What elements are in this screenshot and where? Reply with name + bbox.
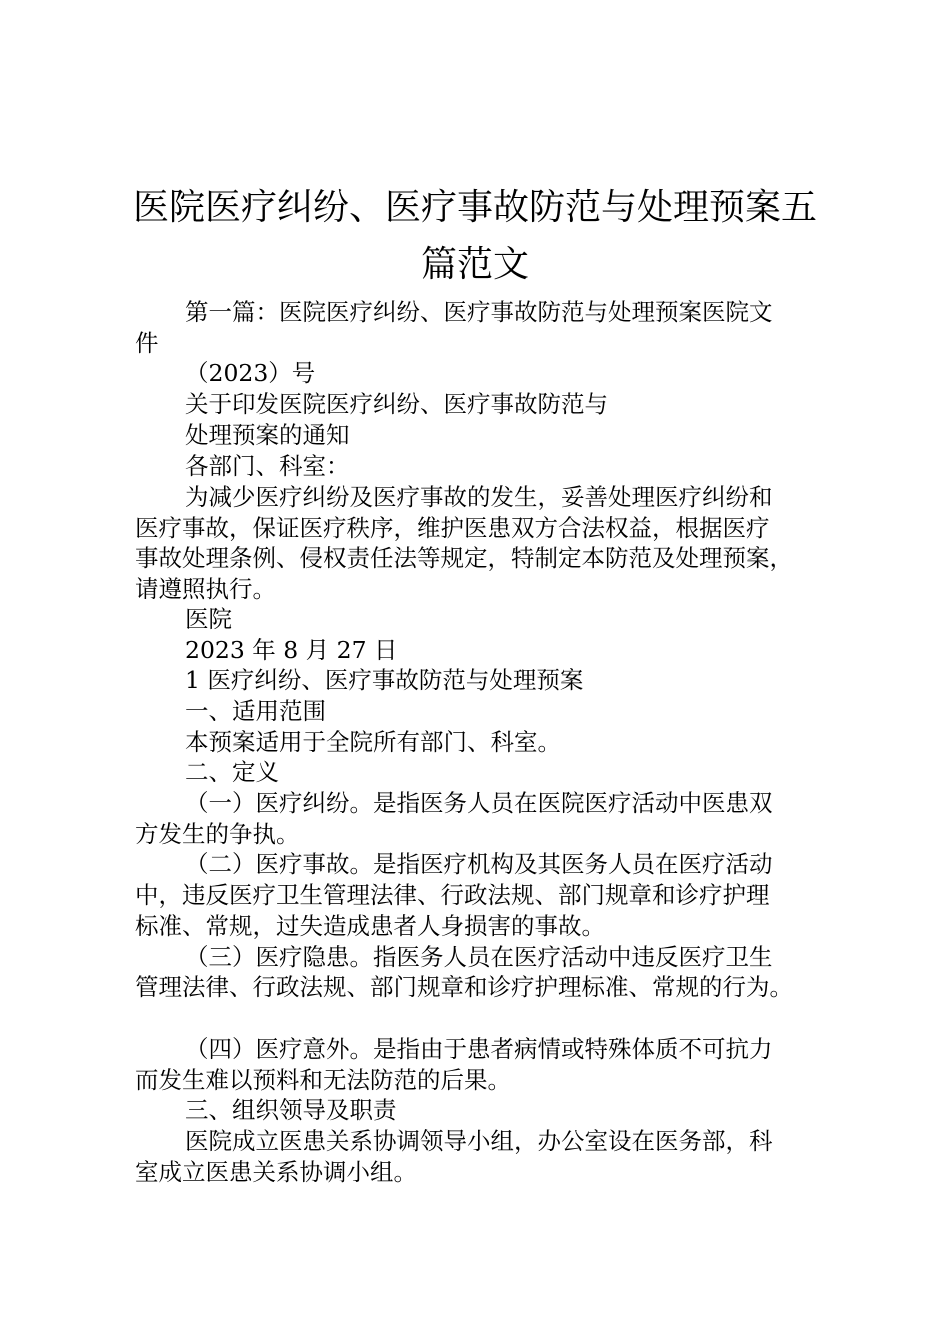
body-line: 医疗事故，保证医疗秩序，维护医患双方合法权益，根据医疗	[135, 514, 770, 542]
body-line: （三）医疗隐患。指医务人员在医疗活动中违反医疗卫生	[185, 943, 773, 971]
body-line: 三、组织领导及职责	[185, 1096, 397, 1124]
body-line: 事故处理条例、侵权责任法等规定，特制定本防范及处理预案，	[135, 544, 793, 572]
body-line: 本预案适用于全院所有部门、科室。	[185, 728, 561, 756]
body-line: 室成立医患关系协调小组。	[135, 1158, 417, 1186]
body-line: 方发生的争执。	[135, 820, 300, 848]
body-line: 一、适用范围	[185, 697, 326, 725]
body-line: 1 医疗纠纷、医疗事故防范与处理预案	[185, 666, 584, 694]
body-line: 二、定义	[185, 758, 279, 786]
body-line: 各部门、科室：	[185, 452, 350, 480]
body-line: 件	[135, 329, 159, 357]
body-line: （四）医疗意外。是指由于患者病情或特殊体质不可抗力	[185, 1035, 773, 1063]
body-line: 2023 年 8 月 27 日	[185, 636, 398, 664]
body-line: 请遵照执行。	[135, 575, 276, 603]
document-title-line-1: 医院医疗纠纷、医疗事故防范与处理预案五	[132, 187, 817, 228]
document-title-line-2: 篇范文	[420, 244, 529, 285]
body-line: （一）医疗纠纷。是指医务人员在医院医疗活动中医患双	[185, 789, 773, 817]
body-line: （2023）号	[185, 359, 316, 387]
body-line: 第一篇：医院医疗纠纷、医疗事故防范与处理预案医院文	[185, 298, 773, 326]
body-line: （二）医疗事故。是指医疗机构及其医务人员在医疗活动	[185, 850, 773, 878]
body-line: 关于印发医院医疗纠纷、医疗事故防范与	[185, 390, 608, 418]
body-line: 处理预案的通知	[185, 421, 350, 449]
body-line: 医院成立医患关系协调领导小组，办公室设在医务部，科	[185, 1127, 773, 1155]
body-line: 医院	[185, 605, 232, 633]
body-line: 中，违反医疗卫生管理法律、行政法规、部门规章和诊疗护理	[135, 881, 770, 909]
body-line: 管理法律、行政法规、部门规章和诊疗护理标准、常规的行为。	[135, 973, 793, 1001]
body-line: 为减少医疗纠纷及医疗事故的发生，妥善处理医疗纠纷和	[185, 483, 773, 511]
body-line: 而发生难以预料和无法防范的后果。	[135, 1066, 511, 1094]
body-line: 标准、常规，过失造成患者人身损害的事故。	[135, 912, 605, 940]
